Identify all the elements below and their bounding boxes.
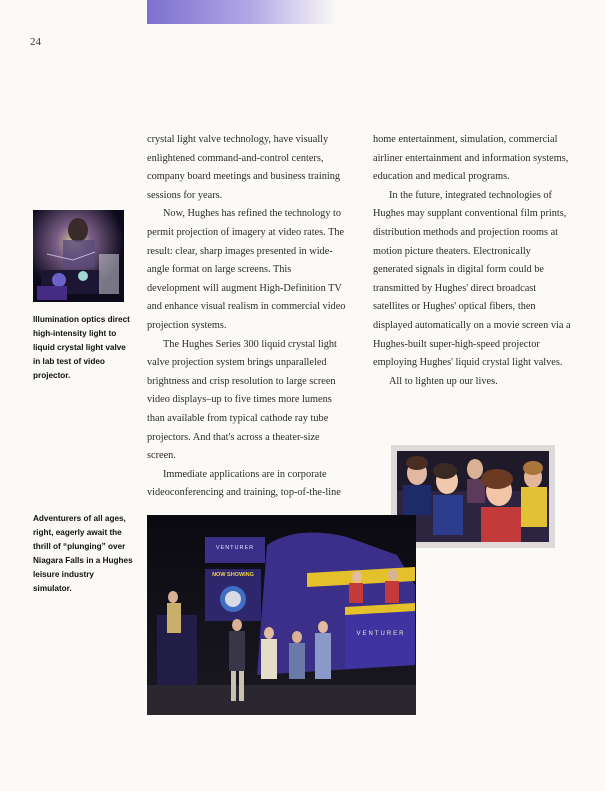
paragraph: Now, Hughes has refined the technology to permit projection of imagery at video rates. The result: clear, sharp images presented in wide-angle format on large screens. This development will augment High-Definition TV and enhance visual realism in commercial video projection systems.: [147, 208, 346, 331]
simulator-sign-top: VENTURER: [215, 545, 255, 551]
paragraph: Immediate applications are in corporate videoconferencing and training, top-of-the-line: [147, 468, 341, 499]
page-number: 24: [30, 36, 41, 48]
paragraph: crystal light valve technology, have visually enlightened command-and-control centers, company board meetings and business training sessions for years.: [147, 134, 341, 201]
caption-adventurers: Adventurers of all ages, right, eagerly await the thrill of “plunging” over Niagara Falls in a Hughes leisure industry simulator.: [33, 514, 133, 593]
now-showing-sign: NOW SHOWING: [212, 572, 254, 578]
paragraph: In the future, integrated technologies of Hughes may supplant conventional film prints, distribution methods and projection rooms at motion picture theaters. Electronically generated signals in digital form could be transmitted by Hughes' direct broadcast satellites or Hughes' optical fibers, then displayed automatically on a movie screen via a Hughes-built super-high-speed projector employing Hughes' liquid crystal light valves.: [373, 189, 571, 369]
simulator-photo: [147, 515, 416, 715]
simulator-sign-side: VENTURER: [356, 631, 406, 637]
text-column-right: [373, 131, 573, 391]
paragraph: All to lighten up our lives.: [389, 375, 498, 387]
paragraph: home entertainment, simulation, commercial airliner entertainment and information systems, education and medical programs.: [373, 134, 569, 183]
audience-photo: [397, 451, 549, 542]
decorative-color-band: [147, 0, 337, 24]
lab-projector-photo: [33, 210, 124, 302]
caption-optics: Illumination optics direct high-intensity light to liquid crystal light valve in lab test of video projector.: [33, 315, 130, 380]
paragraph: The Hughes Series 300 liquid crystal light valve projection system brings unparalleled brightness and crisp resolution to large screen video displays–up to five times more lumens than available from typical cathode ray tube projectors. And that's across a theater-size screen.: [147, 338, 337, 462]
text-column-left: [147, 131, 347, 503]
